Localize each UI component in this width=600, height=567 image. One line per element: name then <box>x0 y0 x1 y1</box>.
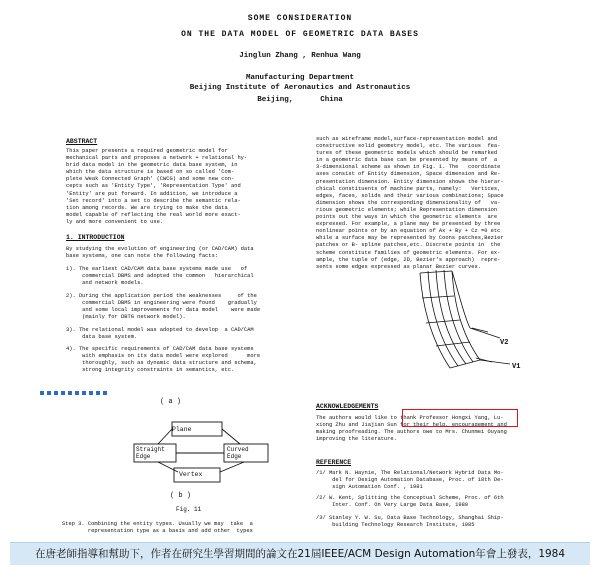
surface-figure <box>410 268 530 378</box>
node-plane: Plane <box>172 426 192 433</box>
reference-2: /2/ W. Kent, Splitting the Conceptual Scheme, Proc. of 6th Inter. Conf. On Very Large Data Base, 1980 <box>316 495 504 509</box>
highlight-box <box>402 409 518 427</box>
paper-city: Beijing, China <box>257 96 343 104</box>
figure-caption: Fig. 11 <box>176 506 202 513</box>
figure-b-label: ( b ) <box>170 492 192 500</box>
reference-1: /1/ Mark N. Haynie, The Relational/Network Hybrid Data Mo- del for Design Automation Database, Proc. of 18th De- sign Automation Conf. , 1981 <box>316 470 504 491</box>
abstract-heading: ABSTRACT <box>66 138 98 145</box>
paper-department: Manufacturing Department <box>245 74 355 82</box>
paper-authors: Jinglun Zhang , Renhua Wang <box>239 52 361 60</box>
reference-3: /3/ Stanley Y. W. Su, Data Base Technology, Shanghai Ship- building Technology Research Institute, 1985 <box>316 515 504 529</box>
paper-title-line1: SOME CONSIDERATION <box>247 14 353 23</box>
right-column-text: such as wireframe model,surface-representation model and constructive solid geometry model, etc. The various fea- tures of these geometric models which should be remarked in a geometric data base can be presented by means of a 3-dimensional scheme as shown in Fig. 1. The coordinate axes consist of Entity dimension, Space dimension and Re- presentation dimension. Entity dimension shows the hierar- chical constituents of machine parts, namely: Vertices, edges, faces, solids and their various combinations; Space dimension shows the corresponding dimensionality of va- rious geometric elements; while Representation dimension points out the ways in which the geometric elements are expressed. For example, a plane may be presented by three nonlinear points or by an equation of Ax + By + Cz =0 etc while a surface may be represented by Coons patches,Bezier patches or B- spline patches,etc. Discrete points in the scheme constitute families of geometric elements. For ex- ample, the tuple of (edge, 2D, Bezier's approach) repre- sents some edges expressed as planar Bezier curves. <box>316 136 504 270</box>
node-straight-edge: Straight Edge <box>136 446 165 460</box>
step-text: Step 3. Combining the entity types. Usually we may take a representation type as a basis and add other types <box>62 521 253 535</box>
acknowledgements-heading: ACKNOWLEDGEMENTS <box>316 403 379 410</box>
label-v1: V1 <box>512 363 521 371</box>
intro-heading: 1. INTRODUCTION <box>66 234 125 241</box>
paper-institute: Beijing Institute of Aeronautics and Astronautics <box>189 84 411 92</box>
intro-item-4: 4). The specific requirements of CAD/CAM data base systems with emphasis on its data model were explored more thoroughly, such as dynamic data structure and schema, strong integrity constraints in semantics, etc. <box>66 346 261 374</box>
node-vertex: Vertex <box>179 471 203 478</box>
section-separator-dots <box>40 382 110 400</box>
intro-item-3: 3). The relational model was adopted to develop a CAD/CAM data base system. <box>66 327 254 341</box>
paper-title-line2: ON THE DATA MODEL OF GEOMETRIC DATA BASES <box>181 30 419 39</box>
figure-a-label: ( a ) <box>160 398 182 406</box>
label-v2: V2 <box>500 339 509 347</box>
intro-item-2: 2). During the application period the weaknesses of the commercial DBMS in engineering were found gradually and some local improvements for data model were made (mainly for DBTG network model). <box>66 293 261 321</box>
footer-caption: 在唐老師指導和幫助下，作者在研究生學習期間的論文在21屆IEEE/ACM Design Automation年會上發表，1984 <box>34 548 566 560</box>
acknowledgements-text: The authors would like to thank Professor Hongxi Yang, Lu- xiong Zhu and Jiajian Sun for their help, encouragement and making proofreading. The authors owe to Mrs. Chunmei Ouyang improving the literature. <box>316 415 507 443</box>
references-heading: REFERENCE <box>316 459 352 466</box>
intro-lead: By studying the evolution of engineering (or CAD/CAM) data base systems, one can note the following facts: <box>66 246 254 260</box>
abstract-text: This paper presents a required geometric model for mechanical parts and proposes a network + relational hy- brid data model in the geometric data base system, in which the data structure is based on so called 'Com- plete Weak Connected Graph' (CWCG) and some new con- cepts such as 'Entity Type', 'Representation Type' and 'Entity' are put forward. In addition, we introduce a 'Set record' into a set to describe the semantic rela- tion among records. We are trying to make the data model capable of reflecting the real world more exact- ly and more convenient to use. <box>66 148 248 225</box>
node-curved-edge: Curved Edge <box>227 446 249 460</box>
intro-item-1: 1). The earliest CAD/CAM data base systems made use of commercial DBMS and adopted the common hierarchical and network models. <box>66 266 254 287</box>
